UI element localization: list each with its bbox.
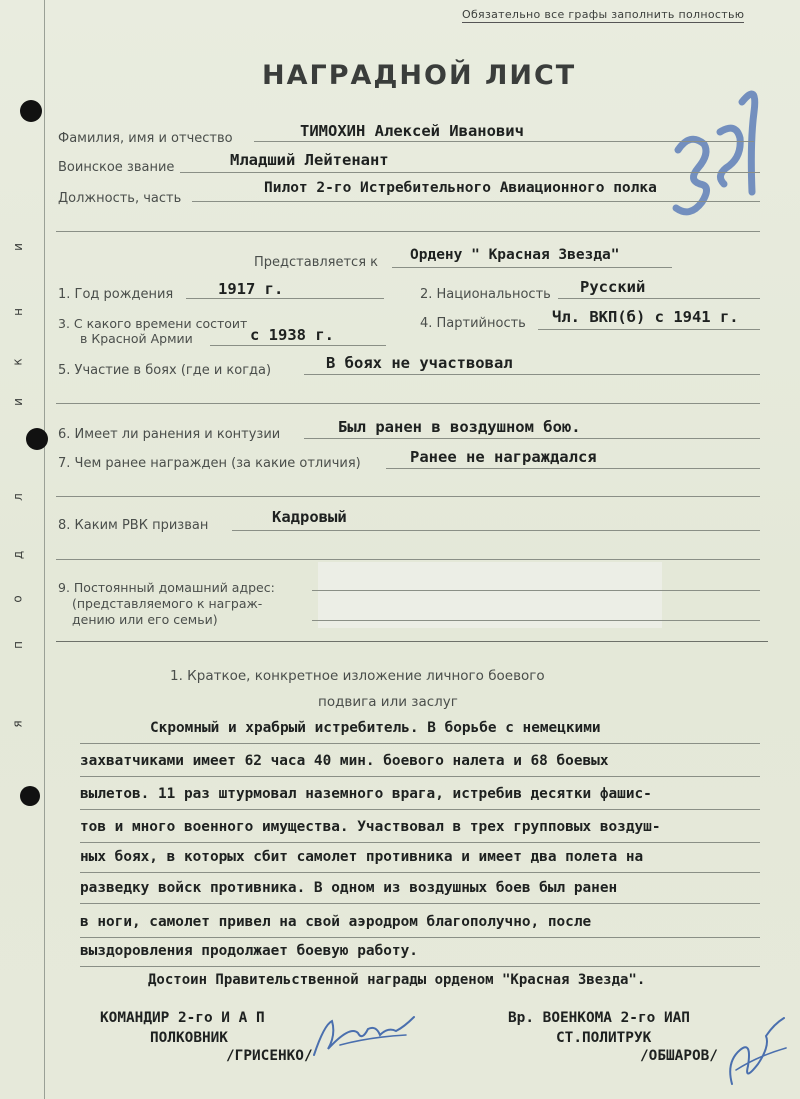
position-underline [192,201,760,202]
wounds-underline [304,438,760,439]
position-label: Должность, часть [58,191,182,206]
army-since-label-cont: в Красной Армии [80,331,193,346]
name-underline [254,141,754,142]
name-label: Фамилия, имя и отчество [58,131,233,146]
narrative-rule [80,809,760,810]
punch-hole-middle [26,428,48,450]
narrative-line: в ноги, самолет привел на свой аэродром благополучно, после [80,914,592,930]
address-label-cont-1: (представляемого к награж- [72,596,263,611]
margin-letter: и [10,243,25,251]
presented-label: Представляется к [254,255,379,270]
margin-letter: н [10,308,25,316]
party-label: 4. Партийность [420,316,526,331]
birth-year-underline [186,298,384,299]
margin-letter: д [11,550,26,560]
previous-awards-underline [386,468,760,469]
previous-awards-label: 7. Чем ранее награжден (за какие отличия) [58,456,361,471]
narrative-line: вылетов. 11 раз штурмовал наземного врага, истребив десятки фашис- [80,786,652,802]
commander-name: /ГРИСЕНКО/ [226,1048,313,1064]
narrative-rule [80,872,760,873]
commissar-name: /ОБШАРОВ/ [640,1048,718,1064]
punch-hole-top [20,100,42,122]
draft-office-underline [232,530,760,531]
document-title: НАГРАДНОЙ ЛИСТ [262,60,577,91]
army-since-underline [210,345,386,346]
margin-letter: я [10,720,25,728]
nationality-label: 2. Национальность [420,287,551,302]
presented-value: Ордену " Красная Звезда" [410,247,620,263]
handwritten-number-mark [660,72,770,222]
draft-office-label: 8. Каким РВК призван [58,518,209,533]
margin-letter: к [10,358,25,366]
party-value: Чл. ВКП(б) с 1941 г. [552,308,739,326]
commissar-handwritten-signature [722,1010,794,1090]
punch-hole-lower [20,786,40,806]
army-since-label: 3. С какого времени состоит [58,316,248,331]
narrative-rule [80,776,760,777]
narrative-line: тов и много военного имущества. Участвовал в трех групповых воздуш- [80,819,661,835]
address-line-2 [312,620,760,621]
address-line-1 [312,590,760,591]
nationality-value: Русский [580,278,646,296]
name-value: ТИМОХИН Алексей Иванович [300,122,524,140]
narrative-rule [80,937,760,938]
margin-letter: и [10,398,25,406]
margin-letter: о [10,595,25,603]
narrative-heading: 1. Краткое, конкретное изложение личного боевого [170,668,545,684]
margin-letter: л [10,493,25,501]
party-underline [538,329,760,330]
rank-underline [180,172,760,173]
previous-awards-value: Ранее не награждался [410,448,597,466]
combat-label: 5. Участие в боях (где и когда) [58,363,272,378]
combat-value: В боях не участвовал [326,354,513,372]
rank-value: Младший Лейтенант [230,151,389,169]
nationality-underline [558,298,760,299]
position-extra-line [56,231,760,232]
address-label: 9. Постоянный домашний адрес: [58,580,275,595]
commander-handwritten-signature [310,1005,420,1065]
birth-year-label: 1. Год рождения [58,287,174,302]
narrative-subheading: подвига или заслуг [318,694,458,710]
narrative-line: захватчиками имеет 62 часа 40 мин. боевого налета и 68 боевых [80,753,609,769]
position-value: Пилот 2-го Истребительного Авиационного полка [264,180,657,196]
previous-awards-extra-line [56,496,760,497]
wounds-label: 6. Имеет ли ранения и контузии [58,427,281,442]
narrative-line: выздоровления продолжает боевую работу. [80,943,418,959]
commander-rank: ПОЛКОВНИК [150,1030,228,1046]
narrative-rule [80,903,760,904]
narrative-rule [80,966,760,967]
combat-underline [304,374,760,375]
narrative-line: разведку войск противника. В одном из воздушных боев был ранен [80,880,618,896]
rank-label: Воинское звание [58,160,175,175]
header-note: Обязательно все графы заполнить полностью [462,8,745,21]
narrative-line: Скромный и храбрый истребитель. В борьбе с немецкими [150,720,601,736]
commander-title: КОМАНДИР 2-го И А П [100,1010,265,1026]
draft-office-value: Кадровый [272,508,347,526]
page-margin-line [44,0,45,1099]
margin-letter: п [10,641,25,649]
birth-year-value: 1917 г. [218,280,284,298]
combat-extra-line [56,403,760,404]
commissar-title: Вр. ВОЕНКОМА 2-го ИАП [508,1010,690,1026]
address-label-cont-2: дению или его семьи) [72,612,218,627]
section-divider [56,641,768,642]
address-redaction [318,562,662,628]
presented-underline [392,267,672,268]
narrative-line: ных боях, в которых сбит самолет противника и имеет два полета на [80,849,644,865]
draft-office-extra-line [56,559,760,560]
narrative-conclusion: Достоин Правительственной награды орденом "Красная Звезда". [148,972,646,988]
wounds-value: Был ранен в воздушном бою. [338,418,581,436]
narrative-rule [80,743,760,744]
army-since-value: с 1938 г. [250,326,334,344]
commissar-rank: СТ.ПОЛИТРУК [556,1030,652,1046]
narrative-rule [80,842,760,843]
